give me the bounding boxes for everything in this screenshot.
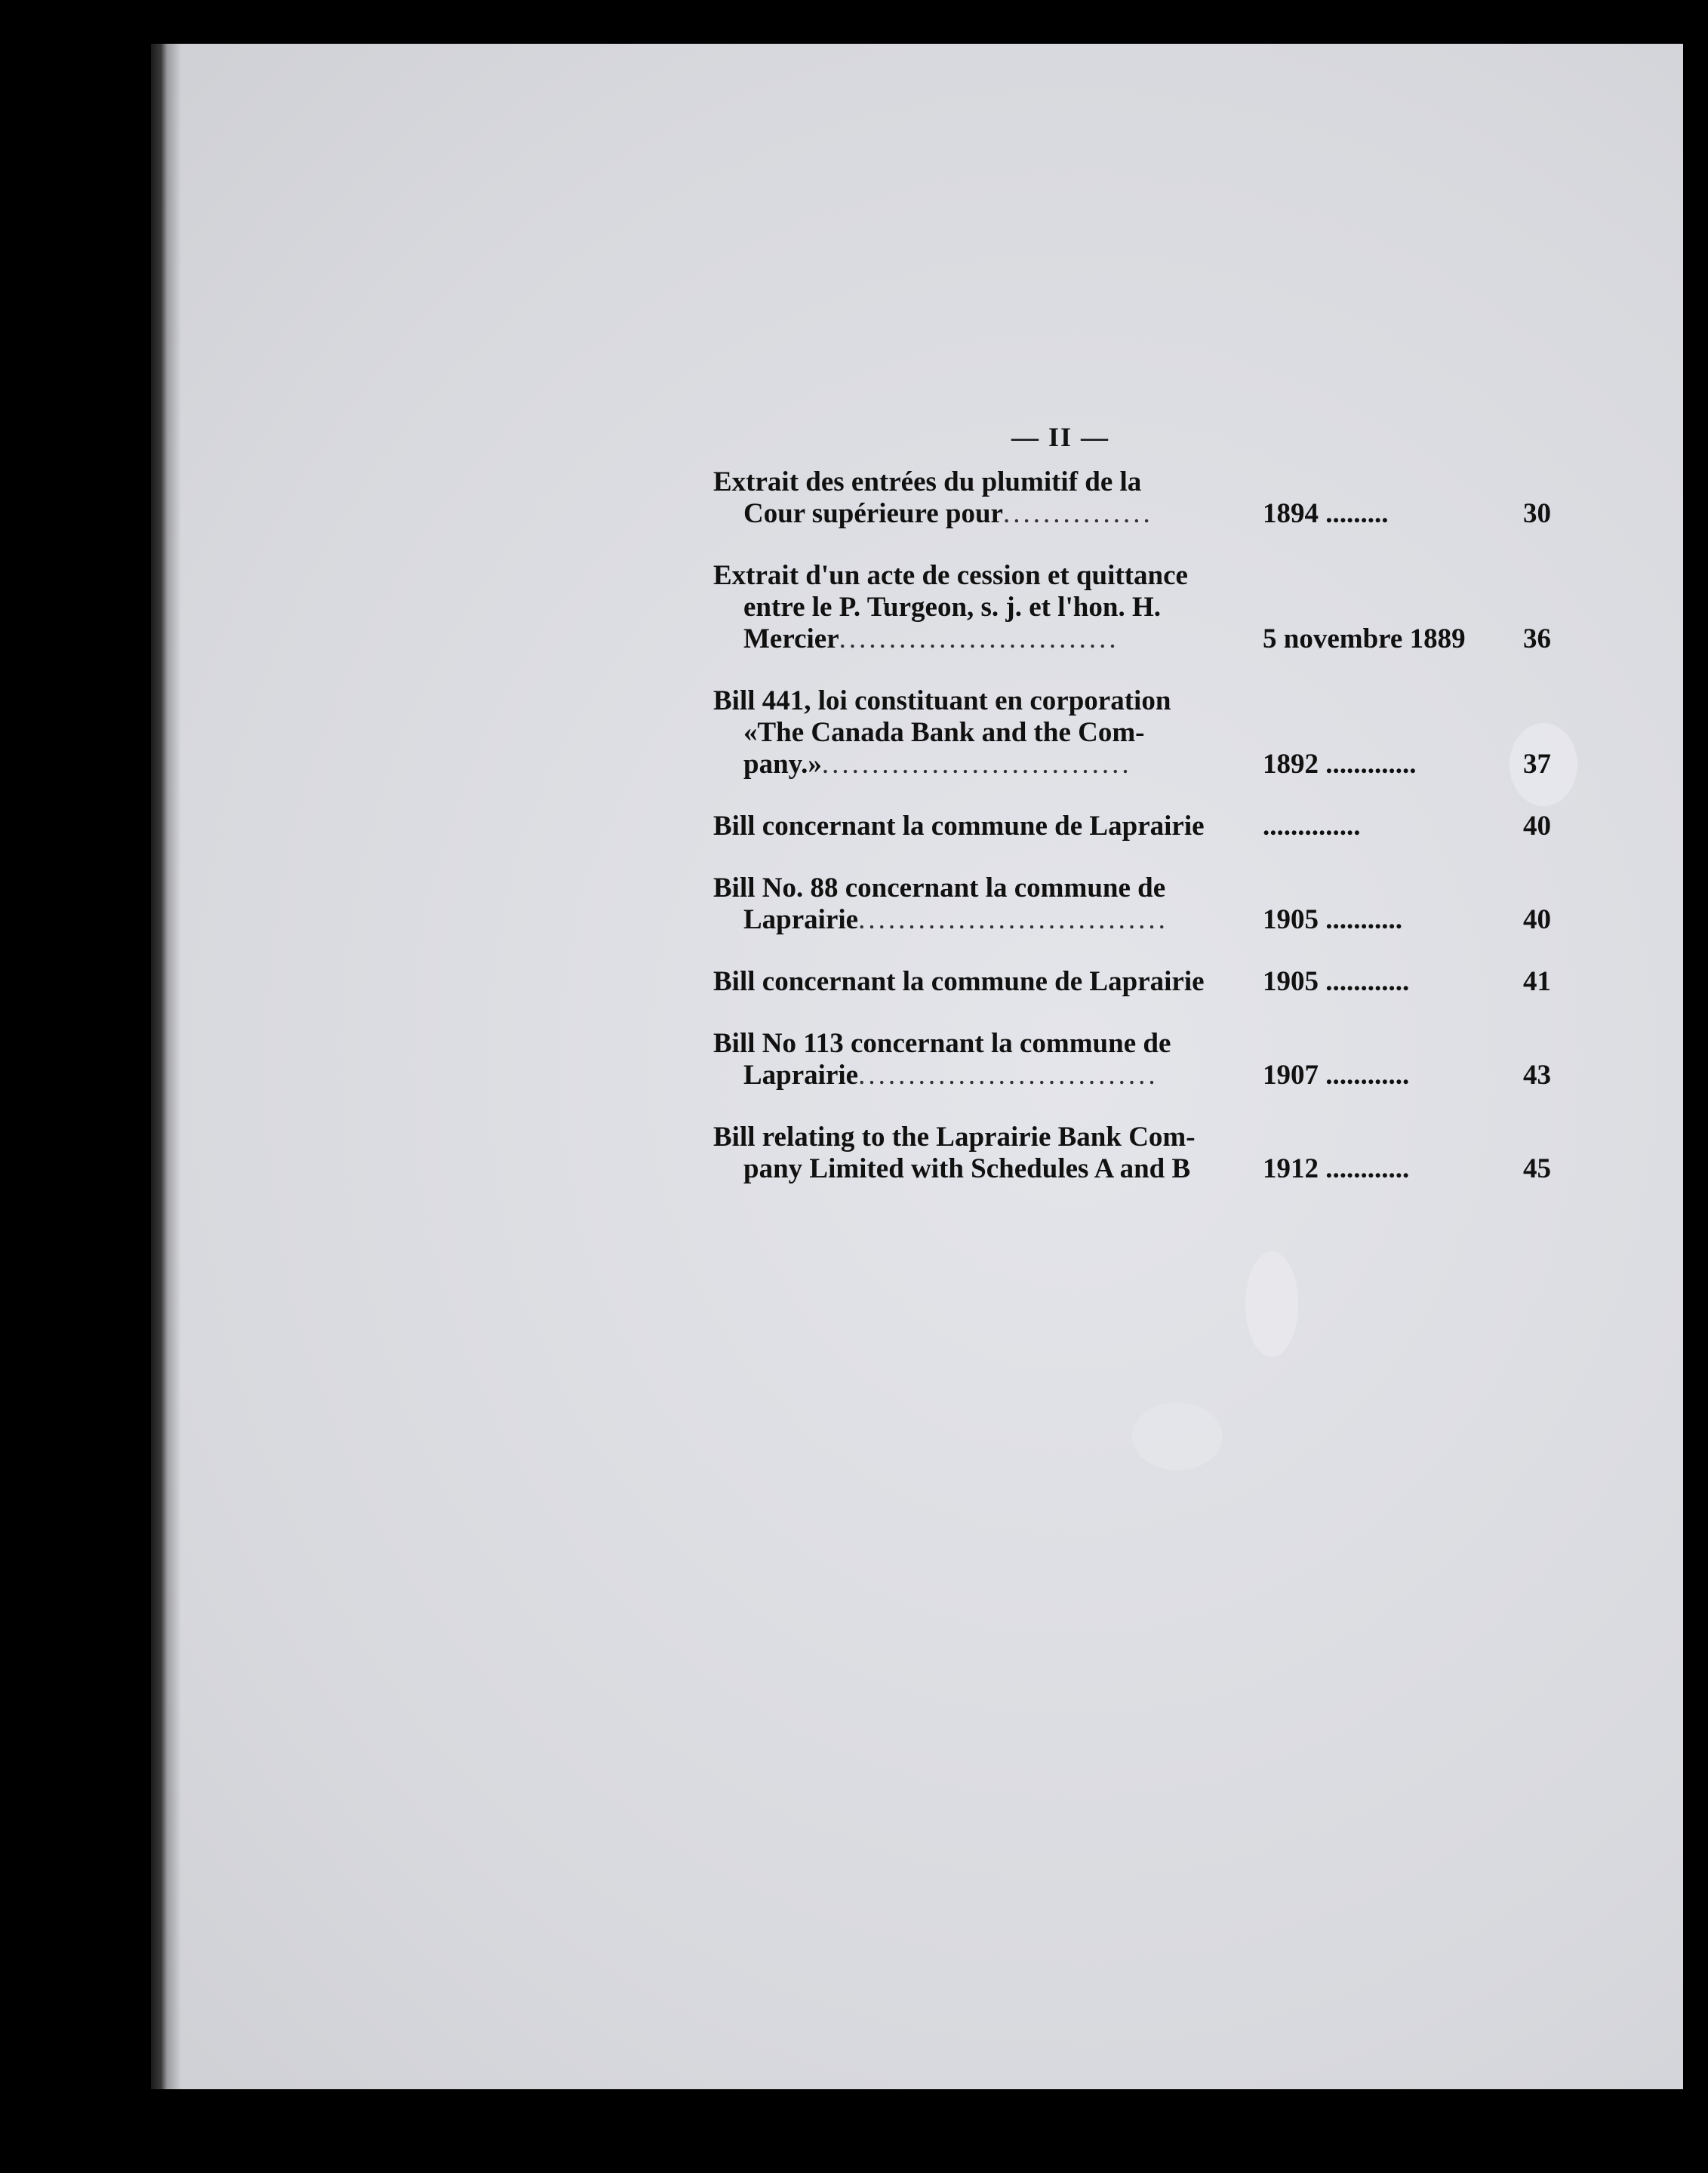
toc-entry-page-number: 40 — [1523, 904, 1551, 935]
toc-entry-title-line: pany Limited with Schedules A and B — [743, 1153, 1191, 1184]
toc-entry-title-line: Mercier............................ — [743, 623, 1119, 654]
toc-entry-title-line: Cour supérieure pour............... — [743, 498, 1153, 529]
dot-leader: ............................... — [858, 904, 1168, 935]
book-spine — [151, 44, 168, 2089]
running-head: — II — — [1011, 422, 1110, 452]
toc-entry-title — [713, 560, 1242, 655]
toc-entry-title — [713, 685, 1242, 780]
toc-entry-title-line: Bill relating to the Laprairie Bank Com- — [713, 1122, 1196, 1153]
toc-entry-title — [713, 1028, 1242, 1091]
toc-entry-title-line: Bill No 113 concernant la commune de — [713, 1028, 1171, 1059]
toc-entry — [713, 466, 1551, 530]
toc-entry-date: 1905 ............ — [1263, 966, 1410, 997]
dot-leader: ............... — [1002, 498, 1153, 529]
toc-entry-title-line: Bill No. 88 concernant la commune de — [713, 873, 1166, 903]
toc-entry-title-line: entre le P. Turgeon, s. j. et l'hon. H. — [743, 592, 1161, 623]
spine-shadow — [168, 44, 181, 2089]
scanned-page — [151, 44, 1683, 2089]
toc-entry-title — [713, 966, 1242, 998]
toc-entry — [713, 560, 1551, 655]
toc-entry-page-number: 30 — [1523, 498, 1551, 529]
toc-entry-page-number: 37 — [1523, 749, 1551, 780]
toc-entry-date: 1907 ............ — [1263, 1060, 1410, 1091]
toc-entry — [713, 811, 1551, 842]
toc-entry-title — [713, 873, 1242, 936]
paper-blemish — [1132, 1402, 1223, 1470]
dot-leader: .............................. — [858, 1060, 1159, 1091]
dot-leader: ............................... — [821, 749, 1132, 780]
toc-entry-date: .............. — [1263, 811, 1361, 842]
toc-entry-date: 5 novembre 1889 — [1263, 623, 1466, 654]
toc-entry-date: 1905 ........... — [1263, 904, 1402, 935]
paper-blemish — [1245, 1251, 1298, 1357]
toc-entry — [713, 1122, 1551, 1185]
dot-leader: ............................ — [839, 623, 1119, 654]
toc-entry-title — [713, 466, 1242, 530]
toc-entry-page-number: 41 — [1523, 966, 1551, 997]
toc-entry-date: 1912 ............ — [1263, 1153, 1410, 1184]
toc-entry-title-line: Bill concernant la commune de Laprairie — [713, 966, 1205, 997]
toc-entry-date: 1894 ......... — [1263, 498, 1389, 529]
toc-entry-page-number: 43 — [1523, 1060, 1551, 1091]
toc-entry-page-number: 40 — [1523, 811, 1551, 842]
toc-entry-title-line: pany.»............................... — [743, 749, 1132, 780]
toc-entry-title-line: Bill 441, loi constituant en corporation — [713, 685, 1171, 716]
toc-entry — [713, 685, 1551, 780]
toc-entry-title — [713, 1122, 1242, 1185]
toc-entry-title-line: «The Canada Bank and the Com- — [743, 717, 1145, 748]
toc-entry-page-number: 36 — [1523, 623, 1551, 654]
toc-entry-title-line: Extrait d'un acte de cession et quittance — [713, 560, 1188, 591]
toc-entry-page-number: 45 — [1523, 1153, 1551, 1184]
toc-entry — [713, 1028, 1551, 1091]
toc-entry — [713, 966, 1551, 998]
toc-entry-title-line: Bill concernant la commune de Laprairie — [713, 811, 1205, 842]
toc-entry-title-line: Laprairie.............................. — [743, 1060, 1159, 1091]
toc-entry-title-line: Laprairie............................... — [743, 904, 1168, 935]
table-of-contents — [713, 466, 1551, 1215]
toc-entry-date: 1892 ............. — [1263, 749, 1417, 780]
toc-entry-title-line: Extrait des entrées du plumitif de la — [713, 466, 1142, 497]
toc-entry-title — [713, 811, 1242, 842]
toc-entry — [713, 873, 1551, 936]
